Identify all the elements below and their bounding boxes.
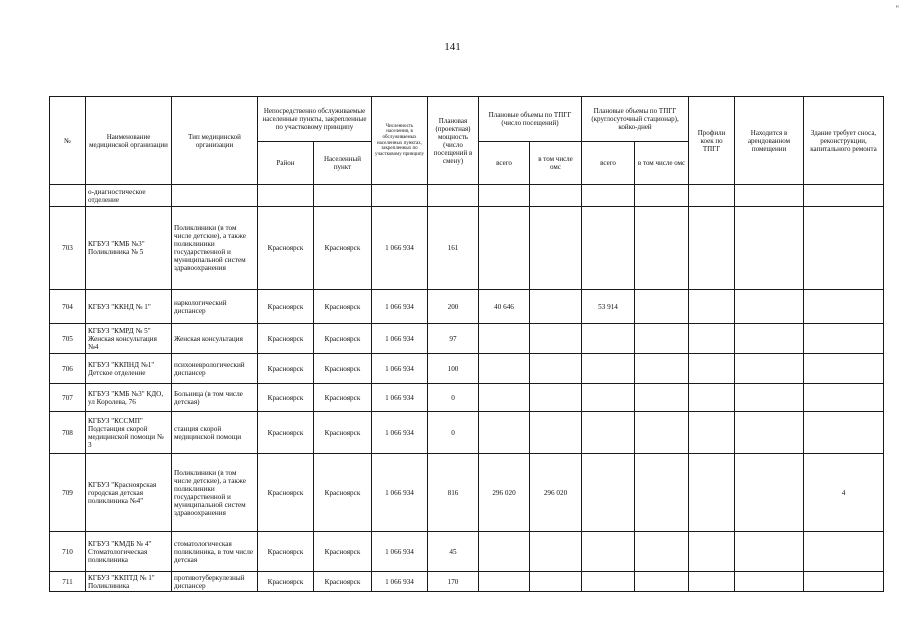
cell-population: 1 066 934 bbox=[372, 384, 428, 412]
cell-num: 710 bbox=[50, 532, 86, 572]
cell-settlement: Красноярск bbox=[314, 324, 372, 354]
header-visits-total: всего bbox=[479, 142, 530, 185]
table-row bbox=[50, 572, 884, 592]
cell-num: 711 bbox=[50, 572, 86, 592]
header-settlement: Населенный пункт bbox=[314, 142, 372, 185]
cell-profiles bbox=[689, 290, 735, 324]
cell-beds-oms bbox=[635, 412, 689, 454]
cell-visits-oms: 296 020 bbox=[530, 454, 582, 532]
cell-profiles bbox=[689, 572, 735, 592]
cell-profiles bbox=[689, 354, 735, 384]
cell-building bbox=[804, 324, 884, 354]
cell-building bbox=[804, 290, 884, 324]
cell-visits-total: 40 646 bbox=[479, 290, 530, 324]
header-served-group: Непосредственно обслуживаемые населенные пункты, закрепленные по участковому принципу bbox=[258, 97, 372, 142]
cell-beds-total bbox=[582, 354, 635, 384]
cell-building: 4 bbox=[804, 454, 884, 532]
cell-org-name: о-диагностическое отделение bbox=[86, 185, 172, 207]
cell-num: 707 bbox=[50, 384, 86, 412]
cell-org-type: Поликлиники (в том числе детские), а также поликлиники государственной и муниципальной систем здравоохранения bbox=[172, 454, 258, 532]
cell-visits-oms bbox=[530, 412, 582, 454]
cell-capacity: 100 bbox=[428, 354, 479, 384]
header-population: Численность населения, в обслуживаемых населенных пунктах, закрепленных по участковому принципу bbox=[372, 97, 428, 185]
cell-beds-total bbox=[582, 454, 635, 532]
cell-settlement: Красноярск bbox=[314, 207, 372, 290]
cell-beds-oms bbox=[635, 207, 689, 290]
cell-district: Красноярск bbox=[258, 532, 314, 572]
cell-org-name: КГБУЗ "Красноярская городская детская поликлиника №4" bbox=[86, 454, 172, 532]
table-row bbox=[50, 185, 884, 207]
table-row bbox=[50, 354, 884, 384]
cell-district: Красноярск bbox=[258, 207, 314, 290]
cell-beds-total bbox=[582, 412, 635, 454]
cell-capacity: 200 bbox=[428, 290, 479, 324]
cell-capacity: 170 bbox=[428, 572, 479, 592]
cell-district: Красноярск bbox=[258, 324, 314, 354]
cell-population: 1 066 934 bbox=[372, 207, 428, 290]
cell-num: 704 bbox=[50, 290, 86, 324]
table-row bbox=[50, 324, 884, 354]
cell-building bbox=[804, 384, 884, 412]
cell-visits-total bbox=[479, 354, 530, 384]
cell-settlement: Красноярск bbox=[314, 572, 372, 592]
cell-rented bbox=[735, 384, 804, 412]
cell-population: 1 066 934 bbox=[372, 354, 428, 384]
cell-visits-oms bbox=[530, 290, 582, 324]
cell-district bbox=[258, 185, 314, 207]
header-visits-oms: в том числе омс bbox=[530, 142, 582, 185]
header-bed-profiles: Профили коек по ТПГГ bbox=[689, 97, 735, 185]
cell-profiles bbox=[689, 324, 735, 354]
cell-visits-oms bbox=[530, 532, 582, 572]
cell-beds-oms bbox=[635, 354, 689, 384]
cell-settlement: Красноярск bbox=[314, 454, 372, 532]
cell-settlement: Красноярск bbox=[314, 412, 372, 454]
cell-rented bbox=[735, 354, 804, 384]
cell-building bbox=[804, 354, 884, 384]
cell-population: 1 066 934 bbox=[372, 412, 428, 454]
cell-visits-oms bbox=[530, 354, 582, 384]
cell-org-type: стоматологическая поликлиника, в том числе детская bbox=[172, 532, 258, 572]
cell-visits-total bbox=[479, 384, 530, 412]
cell-org-name: КГБУЗ "ККНД № 1" bbox=[86, 290, 172, 324]
cell-org-type: психоневрологический диспансер bbox=[172, 354, 258, 384]
cell-capacity: 0 bbox=[428, 384, 479, 412]
cell-beds-total bbox=[582, 207, 635, 290]
cell-beds-total bbox=[582, 572, 635, 592]
cell-visits-oms bbox=[530, 572, 582, 592]
cell-org-name: КГБУЗ "КМБ №3" КДО, ул Королева, 76 bbox=[86, 384, 172, 412]
cell-beds-oms bbox=[635, 572, 689, 592]
cell-num: 709 bbox=[50, 454, 86, 532]
cell-org-name: КГБУЗ "КМДБ № 4" Стоматологическая поликлиника bbox=[86, 532, 172, 572]
cell-num: 706 bbox=[50, 354, 86, 384]
cell-org-type: Женская консультация bbox=[172, 324, 258, 354]
cell-population: 1 066 934 bbox=[372, 290, 428, 324]
cell-profiles bbox=[689, 532, 735, 572]
cell-visits-total bbox=[479, 324, 530, 354]
cell-org-name: КГБУЗ "ККПНД №1" Детское отделение bbox=[86, 354, 172, 384]
cell-org-type bbox=[172, 185, 258, 207]
table-row bbox=[50, 207, 884, 290]
cell-org-type: наркологический диспансер bbox=[172, 290, 258, 324]
cell-profiles bbox=[689, 412, 735, 454]
cell-org-type: станция скорой медицинской помощи bbox=[172, 412, 258, 454]
cell-visits-oms bbox=[530, 185, 582, 207]
cell-population: 1 066 934 bbox=[372, 454, 428, 532]
header-capacity: Плановая (проектная) мощность (число посещений в смену) bbox=[428, 97, 479, 185]
cell-visits-total bbox=[479, 532, 530, 572]
header-building: Здание требует сноса, реконструкции, капитального ремонта bbox=[804, 97, 884, 185]
cell-settlement: Красноярск bbox=[314, 290, 372, 324]
cell-org-name: КГБУЗ "ККПТД № 1" Поликлиника bbox=[86, 572, 172, 592]
cell-district: Красноярск bbox=[258, 412, 314, 454]
cell-rented bbox=[735, 324, 804, 354]
cell-visits-total bbox=[479, 572, 530, 592]
cell-settlement: Красноярск bbox=[314, 354, 372, 384]
cell-population: 1 066 934 bbox=[372, 572, 428, 592]
cell-building bbox=[804, 207, 884, 290]
cell-beds-total bbox=[582, 324, 635, 354]
cell-district: Красноярск bbox=[258, 384, 314, 412]
header-beds-group: Плановые объемы по ТПГГ (круглосуточный стационар), койко-дней bbox=[582, 97, 689, 142]
cell-visits-oms bbox=[530, 324, 582, 354]
cell-visits-oms bbox=[530, 384, 582, 412]
cell-num: 708 bbox=[50, 412, 86, 454]
cell-org-type: противотуберкулезный диспансер bbox=[172, 572, 258, 592]
cell-population: 1 066 934 bbox=[372, 532, 428, 572]
cell-beds-oms bbox=[635, 185, 689, 207]
cell-rented bbox=[735, 572, 804, 592]
cell-building bbox=[804, 412, 884, 454]
cell-org-name: КГБУЗ "КМРД № 5" Женская консультация №4 bbox=[86, 324, 172, 354]
cell-visits-total bbox=[479, 412, 530, 454]
cell-num: 705 bbox=[50, 324, 86, 354]
cell-district: Красноярск bbox=[258, 454, 314, 532]
cell-settlement bbox=[314, 185, 372, 207]
cell-building bbox=[804, 532, 884, 572]
header-beds-oms: в том числе омс bbox=[635, 142, 689, 185]
header-num: № bbox=[50, 97, 86, 185]
cell-visits-total bbox=[479, 185, 530, 207]
table-row bbox=[50, 454, 884, 532]
cell-beds-oms bbox=[635, 454, 689, 532]
cell-settlement: Красноярск bbox=[314, 384, 372, 412]
cell-num: 703 bbox=[50, 207, 86, 290]
header-rented: Находится в арендованном помещении bbox=[735, 97, 804, 185]
cell-capacity: 97 bbox=[428, 324, 479, 354]
cell-org-name: КГБУЗ "КМБ №3" Поликлиника № 5 bbox=[86, 207, 172, 290]
facilities-table bbox=[49, 96, 884, 592]
cell-rented bbox=[735, 185, 804, 207]
cell-capacity bbox=[428, 185, 479, 207]
cell-settlement: Красноярск bbox=[314, 532, 372, 572]
cell-beds-oms bbox=[635, 324, 689, 354]
cell-rented bbox=[735, 412, 804, 454]
cell-visits-total: 296 020 bbox=[479, 454, 530, 532]
cell-capacity: 45 bbox=[428, 532, 479, 572]
cell-rented bbox=[735, 290, 804, 324]
cell-beds-oms bbox=[635, 290, 689, 324]
cell-capacity: 0 bbox=[428, 412, 479, 454]
header-visits-group: Плановые объемы по ТПГГ (число посещений) bbox=[479, 97, 582, 142]
cell-visits-total bbox=[479, 207, 530, 290]
table-row bbox=[50, 290, 884, 324]
cell-rented bbox=[735, 454, 804, 532]
table-row bbox=[50, 384, 884, 412]
header-beds-total: всего bbox=[582, 142, 635, 185]
header-org-name: Наименование медицинской организации bbox=[86, 97, 172, 185]
cell-beds-oms bbox=[635, 532, 689, 572]
header-district: Район bbox=[258, 142, 314, 185]
cell-population: 1 066 934 bbox=[372, 324, 428, 354]
cell-org-type: Поликлиники (в том числе детские), а также поликлиники государственной и муниципальной систем здравоохранения bbox=[172, 207, 258, 290]
cell-org-type: Больница (в том числе детская) bbox=[172, 384, 258, 412]
table-row bbox=[50, 532, 884, 572]
cell-population bbox=[372, 185, 428, 207]
cell-profiles bbox=[689, 207, 735, 290]
cell-rented bbox=[735, 207, 804, 290]
cell-building bbox=[804, 572, 884, 592]
header-org-type: Тип медицинской организации bbox=[172, 97, 258, 185]
cell-beds-total bbox=[582, 384, 635, 412]
cell-num bbox=[50, 185, 86, 207]
cell-org-name: КГБУЗ "КССМП" Подстанция скорой медицинской помощи № 3 bbox=[86, 412, 172, 454]
cell-profiles bbox=[689, 185, 735, 207]
cell-profiles bbox=[689, 384, 735, 412]
cell-capacity: 161 bbox=[428, 207, 479, 290]
cell-district: Красноярск bbox=[258, 572, 314, 592]
cell-beds-total bbox=[582, 185, 635, 207]
table-row bbox=[50, 412, 884, 454]
cell-building bbox=[804, 185, 884, 207]
cell-district: Красноярск bbox=[258, 354, 314, 384]
cell-profiles bbox=[689, 454, 735, 532]
cell-beds-total bbox=[582, 532, 635, 572]
page-number: 141 bbox=[444, 41, 461, 53]
corner-mark: " bbox=[895, 4, 899, 14]
cell-rented bbox=[735, 532, 804, 572]
cell-visits-oms bbox=[530, 207, 582, 290]
cell-beds-total: 53 914 bbox=[582, 290, 635, 324]
cell-capacity: 816 bbox=[428, 454, 479, 532]
cell-district: Красноярск bbox=[258, 290, 314, 324]
cell-beds-oms bbox=[635, 384, 689, 412]
